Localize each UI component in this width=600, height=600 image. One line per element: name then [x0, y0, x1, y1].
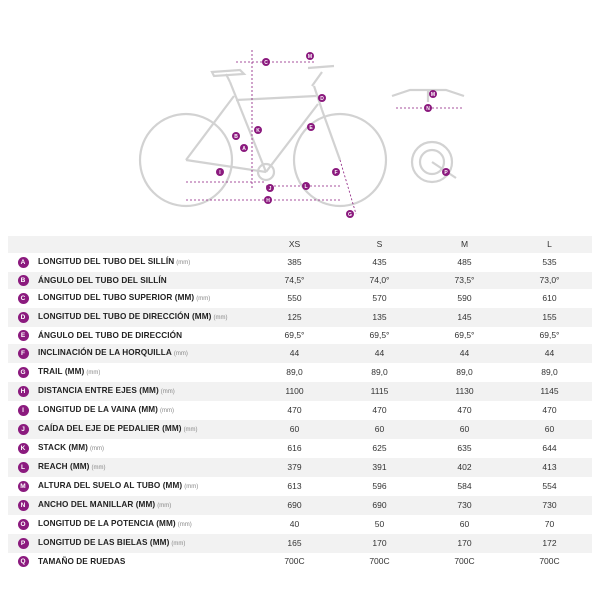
table-row: [8, 515, 592, 534]
row-value-m: 730: [422, 496, 507, 515]
size-header: L: [507, 236, 592, 253]
table-row: [8, 439, 592, 458]
row-letter-badge: K: [18, 443, 29, 454]
row-value-xs: 60: [252, 420, 337, 439]
size-header: S: [337, 236, 422, 253]
row-value-m: 69,5°: [422, 327, 507, 344]
row-label-cell: [38, 458, 252, 477]
row-label-cell: [38, 477, 252, 496]
diagram-marker: [442, 168, 450, 176]
geometry-rows: [8, 253, 592, 570]
row-value-l: 470: [507, 401, 592, 420]
row-value-m: 60: [422, 420, 507, 439]
row-value-xs: 1100: [252, 382, 337, 401]
row-label-cell: [38, 534, 252, 553]
row-value-l: 730: [507, 496, 592, 515]
row-value-l: 1145: [507, 382, 592, 401]
diagram-marker: [264, 196, 272, 204]
size-header: XS: [252, 236, 337, 253]
row-value-l: 413: [507, 458, 592, 477]
header-blank-label: [38, 236, 252, 253]
table-row: [8, 272, 592, 289]
row-unit: (mm): [89, 446, 104, 452]
row-value-l: 700C: [507, 553, 592, 570]
row-label-cell: [38, 439, 252, 458]
row-label: LONGITUD DE LA POTENCIA (MM): [38, 519, 176, 528]
row-label-cell: [38, 344, 252, 363]
row-badge-cell: [8, 327, 38, 344]
row-label: LONGITUD DE LAS BIELAS (MM): [38, 538, 170, 547]
diagram-marker: [318, 94, 326, 102]
table-row: [8, 534, 592, 553]
row-label: LONGITUD DEL TUBO DE DIRECCIÓN (MM): [38, 312, 212, 321]
row-letter-badge: O: [18, 519, 29, 530]
row-unit: (mm): [173, 351, 188, 357]
row-label: TAMAÑO DE RUEDAS: [38, 557, 126, 566]
row-value-s: 391: [337, 458, 422, 477]
table-row: [8, 308, 592, 327]
row-badge-cell: [8, 382, 38, 401]
row-badge-cell: [8, 515, 38, 534]
diagram-marker-letter: D: [320, 96, 324, 102]
row-label: INCLINACIÓN DE LA HORQUILLA: [38, 348, 172, 357]
bike-geometry-drawing: [0, 0, 600, 232]
row-value-xs: 125: [252, 308, 337, 327]
row-label: LONGITUD DE LA VAINA (MM): [38, 405, 158, 414]
diagram-marker-letter: H: [266, 198, 270, 204]
row-value-xs: 89,0: [252, 363, 337, 382]
row-value-xs: 613: [252, 477, 337, 496]
diagram-marker: [232, 132, 240, 140]
row-label-cell: [38, 289, 252, 308]
row-value-s: 570: [337, 289, 422, 308]
row-value-s: 470: [337, 401, 422, 420]
table-row: [8, 344, 592, 363]
row-letter-badge: H: [18, 386, 29, 397]
row-value-xs: 74,5°: [252, 272, 337, 289]
row-label-cell: [38, 363, 252, 382]
diagram-marker-letter: G: [348, 212, 352, 218]
row-label: CAÍDA DEL EJE DE PEDALIER (MM): [38, 424, 182, 433]
row-value-l: 535: [507, 253, 592, 272]
row-value-l: 554: [507, 477, 592, 496]
geometry-diagram: [0, 0, 600, 232]
row-value-s: 89,0: [337, 363, 422, 382]
diagram-marker-letter: E: [309, 125, 313, 131]
table-row: [8, 496, 592, 515]
diagram-marker-letter: M: [430, 92, 436, 98]
row-label: LONGITUD DEL TUBO DEL SILLÍN: [38, 257, 175, 266]
row-value-l: 44: [507, 344, 592, 363]
table-row: [8, 382, 592, 401]
row-badge-cell: [8, 344, 38, 363]
row-letter-badge: B: [18, 275, 29, 286]
row-value-s: 170: [337, 534, 422, 553]
row-label-cell: [38, 496, 252, 515]
handlebar: [308, 66, 334, 68]
fork: [322, 110, 340, 160]
row-value-m: 485: [422, 253, 507, 272]
row-letter-badge: G: [18, 367, 29, 378]
row-value-m: 170: [422, 534, 507, 553]
row-badge-cell: [8, 477, 38, 496]
table-row: [8, 477, 592, 496]
row-value-s: 435: [337, 253, 422, 272]
row-value-s: 625: [337, 439, 422, 458]
row-value-s: 44: [337, 344, 422, 363]
row-unit: (mm): [177, 522, 192, 528]
row-label-cell: [38, 272, 252, 289]
saddle: [212, 70, 244, 76]
row-unit: (mm): [183, 427, 198, 433]
row-label: STACK (MM): [38, 443, 88, 452]
row-value-xs: 470: [252, 401, 337, 420]
diagram-marker-letter: K: [256, 128, 260, 134]
diagram-marker: [424, 104, 432, 112]
row-unit: (mm): [160, 389, 175, 395]
row-value-s: 50: [337, 515, 422, 534]
row-letter-badge: M: [18, 481, 29, 492]
row-value-l: 89,0: [507, 363, 592, 382]
row-label: LONGITUD DEL TUBO SUPERIOR (MM): [38, 293, 195, 302]
row-label: ÁNGULO DEL TUBO DEL SILLÍN: [38, 276, 167, 285]
diagram-marker-letter: L: [304, 184, 308, 190]
row-value-xs: 44: [252, 344, 337, 363]
row-value-s: 60: [337, 420, 422, 439]
row-badge-cell: [8, 534, 38, 553]
row-label-cell: [38, 401, 252, 420]
row-letter-badge: E: [18, 330, 29, 341]
row-letter-badge: N: [18, 500, 29, 511]
diagram-marker: [266, 184, 274, 192]
seatstay: [186, 96, 234, 160]
row-badge-cell: [8, 420, 38, 439]
row-letter-badge: J: [18, 424, 29, 435]
header-blank: [8, 236, 38, 253]
diagram-marker: [332, 168, 340, 176]
table-row: [8, 363, 592, 382]
row-label-cell: [38, 253, 252, 272]
down-tube: [266, 104, 318, 172]
table-row: [8, 289, 592, 308]
row-unit: (mm): [184, 484, 199, 490]
diagram-marker: [346, 210, 354, 218]
table-row: [8, 401, 592, 420]
row-label: REACH (MM): [38, 462, 90, 471]
row-badge-cell: [8, 253, 38, 272]
diagram-marker-letter: N: [426, 106, 430, 112]
row-value-xs: 700C: [252, 553, 337, 570]
size-header-row: [8, 236, 592, 253]
row-badge-cell: [8, 401, 38, 420]
row-value-l: 155: [507, 308, 592, 327]
row-value-xs: 40: [252, 515, 337, 534]
row-letter-badge: I: [18, 405, 29, 416]
diagram-marker-letter: B: [234, 134, 238, 140]
row-value-s: 69,5°: [337, 327, 422, 344]
row-value-s: 1115: [337, 382, 422, 401]
row-value-xs: 69,5°: [252, 327, 337, 344]
table-row: [8, 327, 592, 344]
row-value-xs: 385: [252, 253, 337, 272]
row-value-xs: 165: [252, 534, 337, 553]
row-label: ANCHO DEL MANILLAR (MM): [38, 500, 156, 509]
row-label-cell: [38, 308, 252, 327]
row-letter-badge: D: [18, 312, 29, 323]
row-value-l: 73,0°: [507, 272, 592, 289]
row-value-s: 700C: [337, 553, 422, 570]
row-unit: (mm): [196, 296, 211, 302]
top-tube: [236, 96, 316, 100]
row-value-m: 44: [422, 344, 507, 363]
row-badge-cell: [8, 308, 38, 327]
row-unit: (mm): [157, 503, 172, 509]
row-value-l: 60: [507, 420, 592, 439]
row-unit: (mm): [86, 370, 101, 376]
row-value-m: 590: [422, 289, 507, 308]
table-row: [8, 458, 592, 477]
row-value-m: 584: [422, 477, 507, 496]
row-letter-badge: C: [18, 293, 29, 304]
row-letter-badge: P: [18, 538, 29, 549]
diagram-marker: [240, 144, 248, 152]
row-value-m: 89,0: [422, 363, 507, 382]
row-label-cell: [38, 515, 252, 534]
row-label-cell: [38, 327, 252, 344]
row-letter-badge: F: [18, 348, 29, 359]
row-value-m: 635: [422, 439, 507, 458]
geometry-table: [8, 236, 592, 570]
row-value-s: 74,0°: [337, 272, 422, 289]
row-unit: (mm): [91, 465, 106, 471]
row-letter-badge: Q: [18, 556, 29, 567]
size-header: M: [422, 236, 507, 253]
row-unit: (mm): [160, 408, 174, 414]
diagram-marker: [307, 123, 315, 131]
row-value-l: 172: [507, 534, 592, 553]
diagram-marker-letter: F: [334, 170, 338, 176]
diagram-marker: [429, 90, 437, 98]
row-badge-cell: [8, 553, 38, 570]
row-label: ÁNGULO DEL TUBO DE DIRECCIÓN: [38, 331, 183, 340]
bike-frame-drawing: [140, 66, 464, 206]
row-value-s: 596: [337, 477, 422, 496]
row-letter-badge: L: [18, 462, 29, 473]
table-row: [8, 420, 592, 439]
row-badge-cell: [8, 439, 38, 458]
row-value-xs: 690: [252, 496, 337, 515]
row-value-m: 60: [422, 515, 507, 534]
row-unit: (mm): [171, 541, 186, 547]
row-label-cell: [38, 420, 252, 439]
diagram-marker: [216, 168, 224, 176]
row-badge-cell: [8, 363, 38, 382]
diagram-marker-letter: P: [444, 170, 448, 176]
row-letter-badge: A: [18, 257, 29, 268]
row-badge-cell: [8, 458, 38, 477]
diagram-marker: [306, 52, 314, 60]
row-value-xs: 550: [252, 289, 337, 308]
row-value-s: 690: [337, 496, 422, 515]
chainstay: [186, 160, 266, 172]
diagram-marker-letter: I: [219, 170, 221, 176]
diagram-marker-letter: A: [242, 146, 246, 152]
table-row: [8, 553, 592, 570]
row-label: ALTURA DEL SUELO AL TUBO (MM): [38, 481, 183, 490]
table-row: [8, 253, 592, 272]
row-value-m: 145: [422, 308, 507, 327]
diagram-marker-letter: C: [264, 60, 268, 66]
row-badge-cell: [8, 272, 38, 289]
row-label: TRAIL (MM): [38, 367, 85, 376]
row-value-l: 70: [507, 515, 592, 534]
row-label: DISTANCIA ENTRE EJES (MM): [38, 386, 159, 395]
row-value-l: 610: [507, 289, 592, 308]
row-value-xs: 616: [252, 439, 337, 458]
row-badge-cell: [8, 496, 38, 515]
row-value-m: 402: [422, 458, 507, 477]
row-value-s: 135: [337, 308, 422, 327]
row-label-cell: [38, 553, 252, 570]
row-value-l: 69,5°: [507, 327, 592, 344]
row-badge-cell: [8, 289, 38, 308]
row-unit: (mm): [176, 260, 191, 266]
row-label-cell: [38, 382, 252, 401]
diagram-marker-letter: J: [268, 186, 272, 192]
row-value-l: 644: [507, 439, 592, 458]
diagram-marker: [302, 182, 310, 190]
row-value-m: 470: [422, 401, 507, 420]
row-value-xs: 379: [252, 458, 337, 477]
row-unit: (mm): [213, 315, 228, 321]
row-value-m: 73,5°: [422, 272, 507, 289]
diagram-marker-letter: M: [307, 54, 313, 60]
diagram-marker: [254, 126, 262, 134]
stem: [312, 72, 322, 86]
row-value-m: 700C: [422, 553, 507, 570]
row-value-m: 1130: [422, 382, 507, 401]
diagram-marker: [262, 58, 270, 66]
